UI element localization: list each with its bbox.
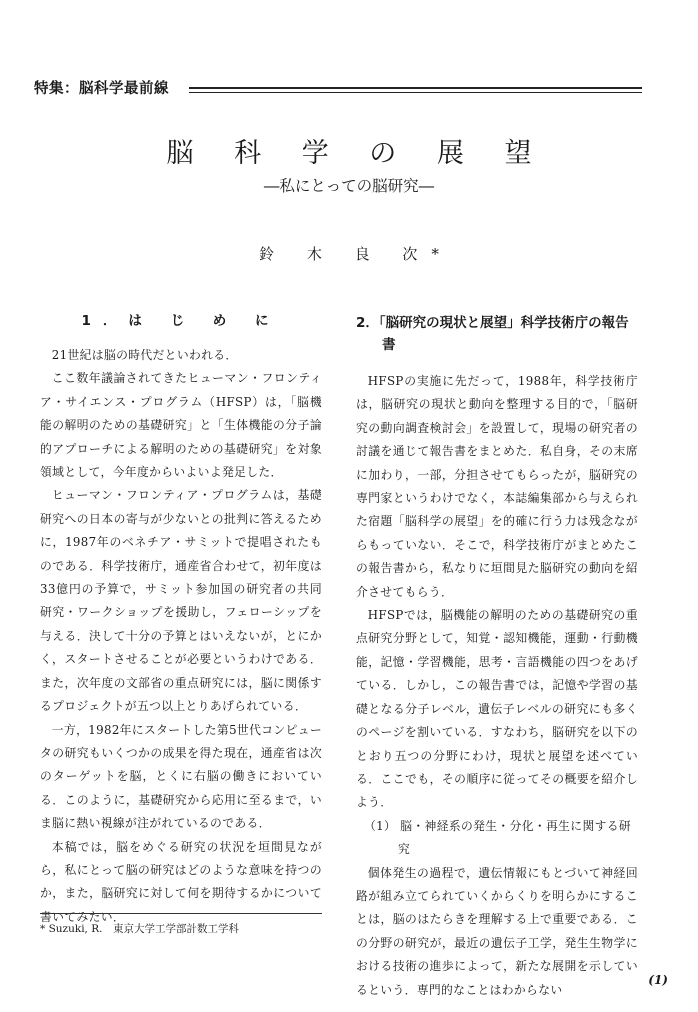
article-subtitle: ―私にとっての脳研究―	[263, 177, 435, 195]
header-rule-thick	[189, 87, 642, 89]
page-number: (1)	[648, 973, 668, 987]
paragraph: HFSPの実施に先だって，1988年，科学技術庁は，脳研究の現状と動向を整理する目的で，「脳研究の動向調査検討会」を設置して，現場の研究者の討議を通じて報告書をまとめた．私自身，その末席に加わり，一部，分担させてもらったが，脳研究の専門家というわけでなく，本誌編集部から与えられた宿題「脳科学の展望」を的確に行う力は残念ながらもっていない．そこで，科学技術庁がまとめたこの報告書から，私なりに垣間見た脳研究の動向を紹介させてもらう．	[356, 374, 638, 599]
section-header	[34, 80, 642, 104]
header-rule-thin	[189, 92, 642, 93]
paragraph: 個体発生の過程で，遺伝情報にもとづいて神経回路が組み立てられていくからくりを明らかにすることは，脳のはたらきを理解する上で重要である．この分野の研究が，最近の遺伝子工学，発生生物学における技術の進歩によって，新たな展開を示しているという．専門的なことはわからない	[356, 865, 638, 997]
section-1-heading: 1．は じ め に	[81, 313, 281, 329]
subsection-heading: （1） 脳・神経系の発生・分化・再生に関する研究	[364, 818, 632, 857]
author-footnote: * Suzuki, R. 東京大学工学部計数工学科	[40, 923, 239, 935]
footnote-rule	[40, 913, 322, 914]
paragraph: 本稿では，脳をめぐる研究の状況を垣間見ながら，私にとって脳の研究はどのような意味を持つのか，また，脳研究に対して何を期待するかについて書いてみたい．	[40, 839, 322, 924]
left-column	[40, 312, 322, 929]
section-2-heading: 2．「脳研究の現状と展望」科学技術庁の報告書	[356, 315, 629, 353]
paragraph: HFSPでは，脳機能の解明のための基礎研究の重点研究分野として，知覚・認知機能，運動・行動機能，記憶・学習機能，思考・言語機能の四つをあげている．しかし，この報告書では，記憶や学習の基礎となる分子レベル，遺伝子レベルの研究にも多くのページを割いている．すなわち，脳研究を以下のとおり五つの分野にわけ，現状と展望を述べている．ここでも，その順序に従ってその概要を紹介しよう．	[356, 608, 638, 810]
paragraph: 一方，1982年にスタートした第5世代コンピュータの研究もいくつかの成果を得た現在，通産省は次のターゲットを脳，とくに右脳の働きにおいている．このように，基礎研究から応用に至るまで，いま脳に熱い視線が注がれているのである．	[40, 722, 322, 831]
feature-label: 特集：脳科学最前線	[34, 81, 169, 97]
paragraph: 21世紀は脳の時代だといわれる．	[51, 348, 238, 362]
author-name: 鈴 木 良 次*	[259, 245, 453, 263]
paragraph: ここ数年議論されてきたヒューマン・フロンティア・サイエンス・プログラム（HFSP）は，「脳機能の解明のための基礎研究」と「生体機能の分子論的アプローチによる解明のための基礎研究」を対象領域として，今年度からいよいよ発足した．	[40, 371, 322, 480]
paragraph: ヒューマン・フロンティア・プログラムは，基礎研究への日本の寄与が少ないとの批判に答えるために，1987年のベネチア・サミットで提唱されたものである．科学技術庁，通産省合わせて，初年度は33億円の予算で，サミット参加国の研究者の共同研究・ワークショップを援助し，フェローシップを与える．決して十分の予算とはいえないが，とにかく，スタートさせることが必要というわけである．また，次年度の文部省の重点研究には，脳に関係するプロジェクトが五つ以上とりあげられている．	[40, 488, 322, 714]
article-title: 脳 科 学 の 展 望	[166, 138, 548, 169]
right-column	[356, 312, 638, 1002]
